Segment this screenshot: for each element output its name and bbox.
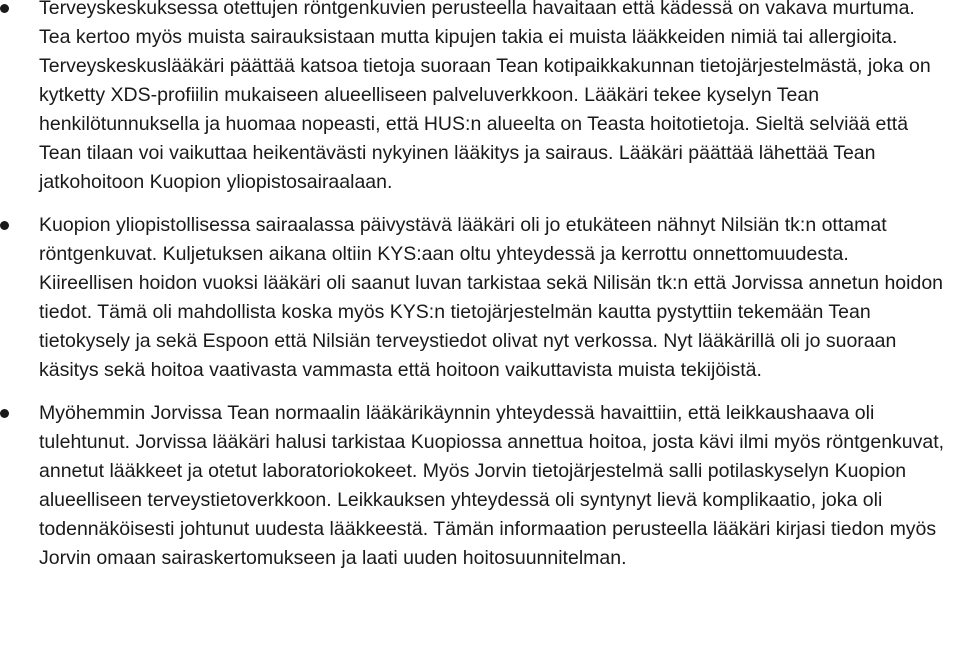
bullet-point-icon <box>0 221 9 230</box>
bullet-text: Myöhemmin Jorvissa Tean normaalin lääkärikäynnin yhteydessä havaittiin, että leikkaushaava oli tulehtunut. Jorvissa lääkäri halusi tarkistaa Kuopiossa annettua hoitoa, josta kävi ilmi myös röntgenkuvat, annetut lääkkeet ja otetut laboratoriokokeet. Myös Jorvin tietojärjestelmä salli potilaskyselyn Kuopion alueelliseen terveystietoverkkoon. Leikkauksen yhteydessä oli syntynyt lievä komplikaatio, joka oli todennäköisesti johtunut uudesta lääkkeestä. Tämän informaation perusteella lääkäri kirjasi tiedon myös Jorvin omaan sairaskertomukseen ja laati uuden hoitosuunnitelman. <box>39 402 945 569</box>
bullet-point-icon <box>0 4 9 13</box>
bullet-text: Terveyskeskuksessa otettujen röntgenkuvien perusteella havaitaan että kädessä on vakava murtuma. Tea kertoo myös muista sairauksistaan mutta kipujen takia ei muista lääkkeiden nimiä tai allergioita. Terveyskeskuslääkäri päättää katsoa tietoja suoraan Tean kotipaikkakunnan tietojärjestelmästä, joka on kytketty XDS-profiilin mukaiseen alueelliseen palveluverkkoon. Lääkäri tekee kyselyn Tean henkilötunnuksella ja huomaa nopeasti, että HUS:n alueelta on Teasta hoitotietoja. Sieltä selviää että Tean tilaan voi vaikuttaa heikentävästi nykyinen lääkitys ja sairaus. Lääkäri päättää lähettää Tean jatkohoitoon Kuopion yliopistosairaalaan. <box>39 0 931 193</box>
bullet-item-1 <box>0 0 946 197</box>
bullet-text: Kuopion yliopistollisessa sairaalassa päivystävä lääkäri oli jo etukäteen nähnyt Nilsiän tk:n ottamat röntgenkuvat. Kuljetuksen aikana oltiin KYS:aan oltu yhteydessä ja kerrottu onnettomuudesta. Kiireellisen hoidon vuoksi lääkäri oli saanut luvan tarkistaa sekä Nilisän tk:n että Jorvissa annetun hoidon tiedot. Tämä oli mahdollista koska myös KYS:n tietojärjestelmän kautta pystyttiin tekemään Tean tietokysely ja sekä Espoon että Nilsiän terveystiedot olivat nyt verkossa. Nyt lääkärillä oli jo suoraan käsitys sekä hoitoa vaativasta vammasta että hoitoon vaikuttavista muista tekijöistä. <box>39 214 944 381</box>
bullet-point-icon <box>0 409 9 418</box>
bullet-item-2 <box>0 211 946 385</box>
bullet-item-3 <box>0 399 946 573</box>
